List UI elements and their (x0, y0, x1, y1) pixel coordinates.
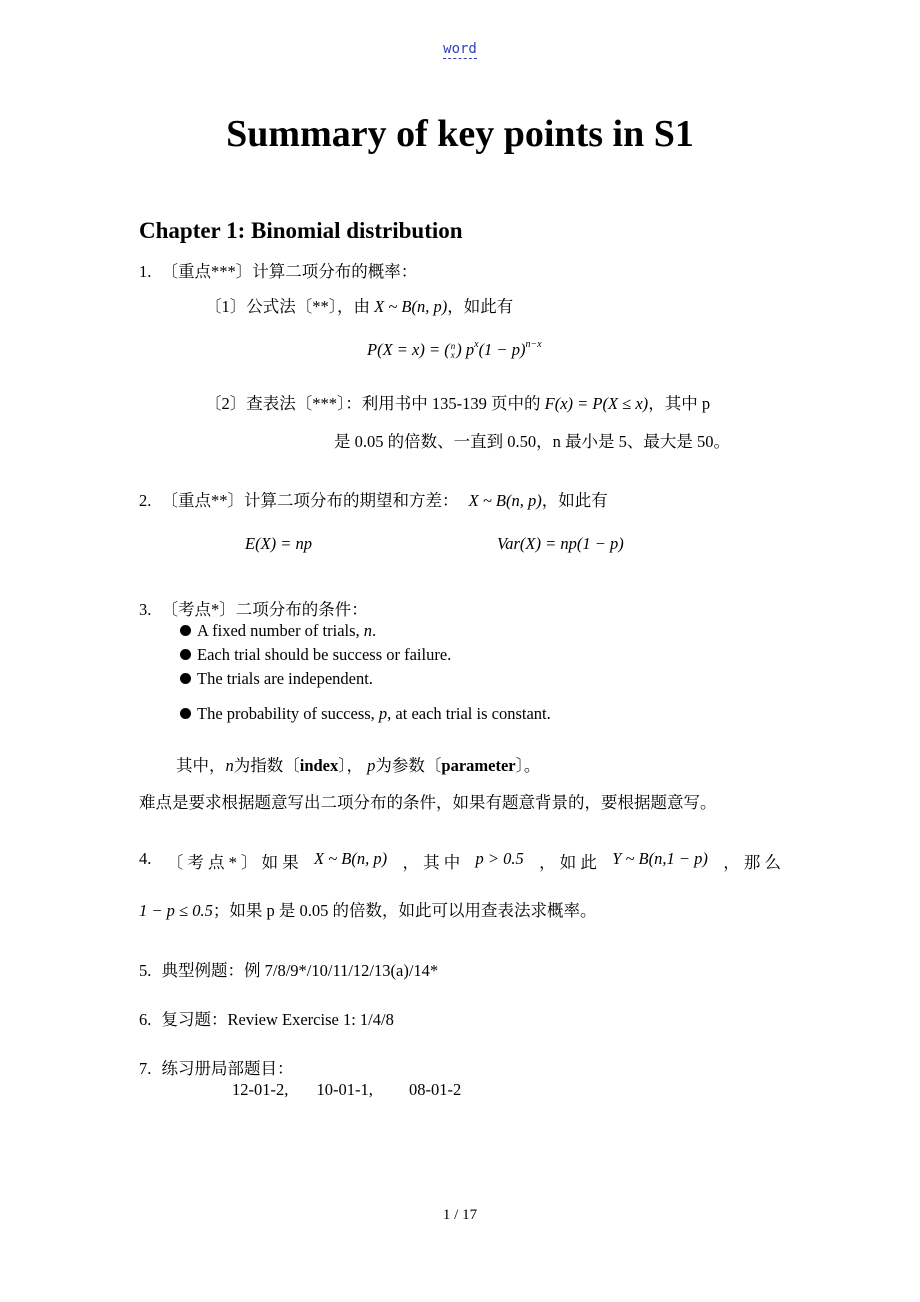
item-2-tag: 〔重点**〕计算二项分布的期望和方差： (161, 491, 459, 510)
bullet-2-text: Each trial should be success or failure. (197, 645, 452, 664)
item-1-tag: 〔重点***〕计算二项分布的概率： (161, 262, 418, 281)
bullet-dot-icon (180, 649, 191, 660)
condition-bullet-3 (180, 669, 373, 689)
item-1-number: 1. (139, 262, 152, 281)
item-4-dist: X ~ B(n, p) (314, 849, 388, 868)
bullet-dot-icon (180, 708, 191, 719)
item-4-tag: 〔 考 点 * 〕 如 果 (166, 853, 299, 872)
note-a: 其中， (176, 756, 226, 775)
item-3-line (139, 596, 368, 620)
note-d: 为参数〔 (375, 756, 442, 775)
method-2-tail: ，其中 p (648, 394, 711, 413)
method-2-function: F(x) = P(X ≤ x) (544, 394, 649, 413)
method-2-line-2: 是 0.05 的倍数、一直到 0.50，n 最小是 5、最大是 50。 (334, 432, 730, 451)
bullet-3-text: The trials are independent. (197, 669, 373, 688)
item-1-method-2 (205, 390, 710, 414)
parameter-note (176, 752, 540, 776)
item-4-line2-math: 1 − p ≤ 0.5 (139, 901, 213, 920)
item-6-text: 复习题：Review Exercise 1: 1/4/8 (161, 1010, 394, 1029)
header-word-link[interactable] (0, 41, 920, 57)
item-4-mid2: ， 如 此 (539, 853, 597, 872)
note-parameter: parameter (441, 756, 516, 775)
bullet-4-var: p (378, 704, 388, 723)
item-6-number: 6. (139, 1010, 152, 1029)
difficulty-note: 难点是要求根据题意写出二项分布的条件，如果有题意背景的，要根据题意写。 (139, 793, 717, 812)
item-5-text: 典型例题：例 7/8/9*/10/11/12/13(a)/14* (161, 961, 439, 980)
note-p: p (367, 756, 376, 775)
note-n: n (225, 756, 234, 775)
item-4-ydist: Y ~ B(n,1 − p) (612, 849, 708, 868)
item-4-mid: ， 其 中 (402, 853, 461, 872)
item-4-number: 4. (139, 849, 152, 868)
note-index: index (299, 756, 339, 775)
item-2-dist: X ~ B(n, p) (468, 491, 542, 510)
page-title: Summary of key points in S1 (226, 113, 694, 155)
formula-rest: (1 − p) (478, 340, 526, 359)
item-4-cond: p > 0.5 (475, 849, 524, 868)
note-c: 〕， (338, 756, 364, 775)
formula-exponent-n-x: n−x (525, 339, 542, 350)
item-4-line2-text: ；如果 p 是 0.05 的倍数，如此可以用查表法求概率。 (212, 901, 597, 920)
item-1-method-1 (205, 293, 513, 317)
item-5-number: 5. (139, 961, 152, 980)
note-b: 为指数〔 (233, 756, 300, 775)
exercise-code-2: 10-01-1, (316, 1080, 373, 1099)
item-7-text: 练习册局部题目： (161, 1059, 294, 1078)
exercise-code-3: 08-01-2 (409, 1080, 462, 1099)
item-5-line (139, 957, 438, 981)
item-1-line (139, 258, 417, 282)
item-7-codes (232, 1080, 461, 1100)
note-e: 〕。 (515, 756, 541, 775)
formula-exponent-x: x (474, 339, 479, 350)
bullet-1-end: . (372, 621, 377, 640)
bullet-dot-icon (180, 625, 191, 636)
method-1-dist: X ~ B(n, p) (374, 297, 448, 316)
item-3-number: 3. (139, 600, 152, 619)
header-word-text[interactable]: word (443, 41, 477, 57)
item-3-tag: 〔考点*〕二项分布的条件： (161, 600, 368, 619)
formula-lhs: P(X = x) = ( (367, 340, 450, 359)
page-number: 1 / 17 (442, 1207, 478, 1223)
item-2-tail: ，如此有 (541, 491, 608, 510)
binom-bottom: x (450, 350, 455, 361)
condition-bullet-2 (180, 645, 451, 665)
condition-bullet-1 (180, 621, 376, 641)
bullet-4-end: , at each trial is constant. (387, 704, 551, 723)
item-7-number: 7. (139, 1059, 152, 1078)
bullet-dot-icon (180, 673, 191, 684)
item-4-line (139, 849, 781, 873)
exercise-code-1: 12-01-2, (232, 1080, 289, 1099)
binomial-coefficient (451, 342, 456, 360)
formula-mid: ) p (456, 340, 475, 359)
item-2-number: 2. (139, 491, 152, 510)
binomial-formula (367, 340, 542, 360)
condition-bullet-4 (180, 704, 551, 724)
bullet-4-text: The probability of success, (197, 704, 375, 723)
bullet-1-var: n (363, 621, 373, 640)
bullet-1-text: A fixed number of trials, (197, 621, 360, 640)
chapter-heading: Chapter 1: Binomial distribution (139, 218, 463, 243)
method-1-label: 〔1〕公式法〔**〕，由 (205, 297, 370, 316)
item-4-end: ， 那 么 (723, 853, 781, 872)
method-1-tail: ，如此有 (447, 297, 514, 316)
binom-top: n (450, 341, 456, 352)
item-6-line (139, 1006, 394, 1030)
variance-formula: Var(X) = np(1 − p) (497, 534, 624, 553)
item-7-line (139, 1055, 294, 1079)
method-2-label: 〔2〕查表法〔***〕：利用书中 135-139 页中的 (205, 394, 541, 413)
item-4-line-2 (139, 897, 596, 921)
expectation-formula: E(X) = np (245, 534, 313, 553)
item-2-line (139, 487, 608, 511)
